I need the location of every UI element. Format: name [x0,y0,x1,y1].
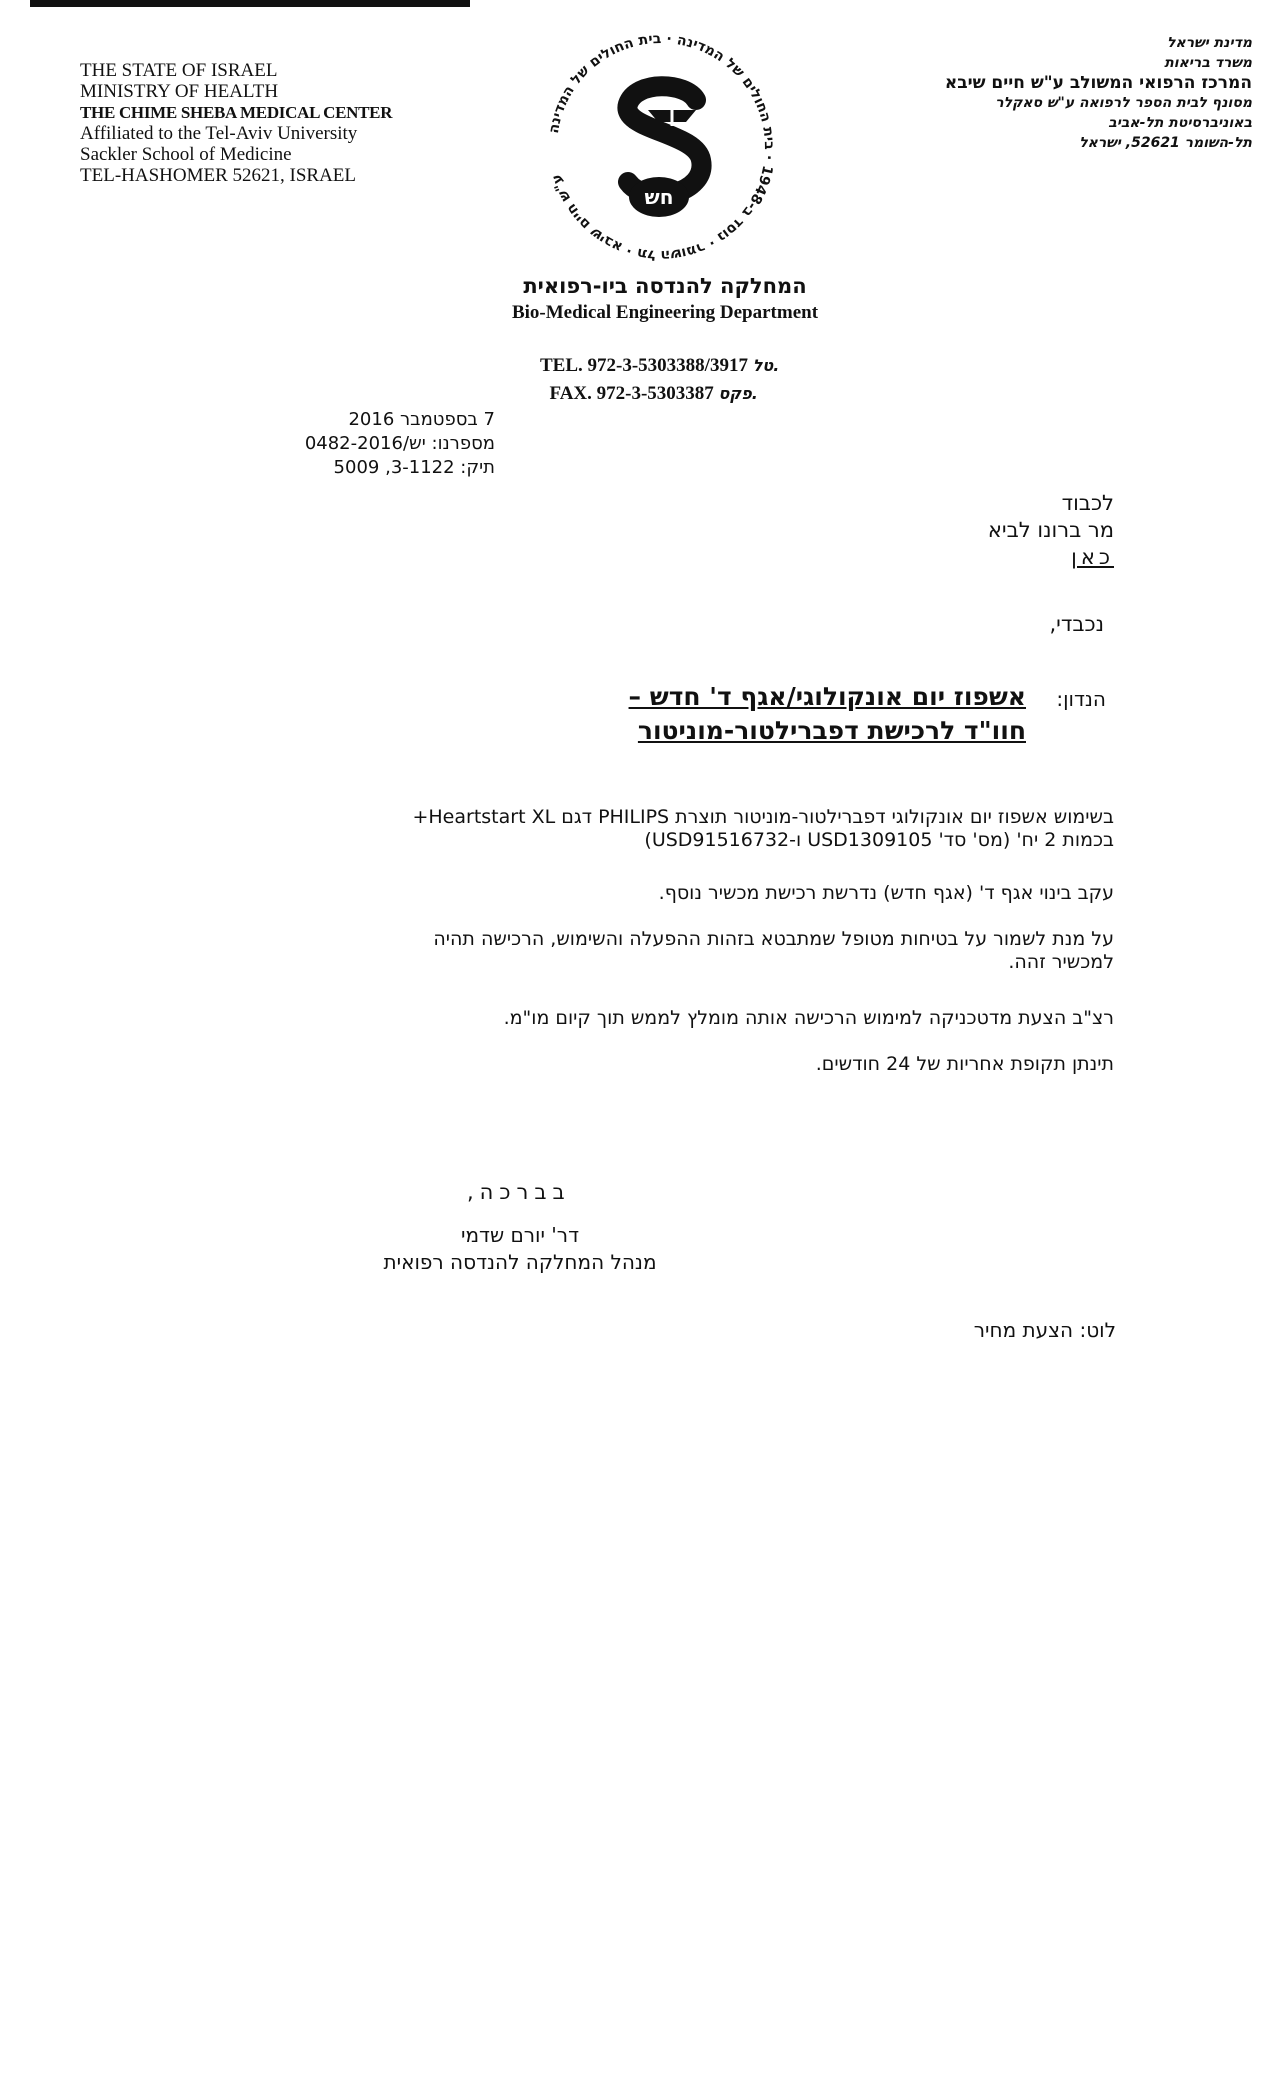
subject-line: אשפוז יום אונקולוגי/אגף ד' חדש – [628,682,1026,711]
salutation: נכבדי, [1049,612,1104,636]
recipient-to: לכבוד [1061,491,1114,515]
signer-title: מנהל המחלקה להנדסה רפואית [383,1250,657,1274]
contact-numbers [540,352,779,408]
paragraph [184,806,1114,852]
english-letterhead [80,60,392,186]
letterhead-line: מדינת ישראל [1167,35,1252,51]
letterhead-line: THE STATE OF ISRAEL [80,60,278,81]
paragraph [184,1007,1114,1030]
recipient-location: כאן [1071,545,1114,569]
telephone-label-he: טל. [752,356,780,375]
fax-label-he: פקס. [718,384,758,403]
letterhead-line: Sackler School of Medicine [80,144,292,165]
subject-label: הנדון: [1056,687,1106,711]
hospital-seal-logo [536,22,786,272]
letterhead-line: מסונף לבית הספר לרפואה ע"ש סאקלר [995,95,1252,111]
fax-number: FAX. 972-3-5303387 [549,383,714,404]
department-name-hebrew: המחלקה להנדסה ביו-רפואית [523,274,807,298]
enclosure-note: לוט: הצעת מחיר [973,1318,1116,1342]
subject-heading [629,680,1026,748]
file-number: תיק: 3-1122, 5009 [333,457,495,478]
reference-number: מספרנו: יש/0482-2016 [304,433,495,454]
paragraph-line: תינתן תקופת אחריות של 24 חודשים. [815,1053,1114,1075]
recipient-block [988,490,1114,571]
department-name-english: Bio-Medical Engineering Department [511,302,819,323]
letterhead-line: TEL-HASHOMER 52621, ISRAEL [80,165,357,186]
signature-block [330,1222,710,1276]
letterhead-line: המרכז הרפואי המשולב ע"ש חיים שיבא [944,73,1252,93]
letterhead-line: MINISTRY OF HEALTH [80,81,279,102]
fax-line [540,380,779,408]
hebrew-letterhead [945,33,1252,153]
signer-name: דר' יורם שדמי [460,1223,580,1247]
seal-ring-text: ע"ש חיים שיבא · תל השומר · נוסד ב-1948 · בית החולים של המדינה · בית החולים של המדינה [545,30,778,264]
paragraph-line: בשימוש אשפוז יום אונקולוגי דפברילטור-מוניטור תוצרת PHILIPS דגם Heartstart XL+ [412,806,1114,828]
letterhead-line: THE CHIME SHEBA MEDICAL CENTER [80,103,393,122]
letterhead-line: באוניברסיטת תל-אביב [1108,115,1252,131]
paragraph [184,882,1114,905]
letterhead-line: תל-השומר 52621, ישראל [1079,135,1252,151]
paragraph-line: עקב בינוי אגף ד' (אגף חדש) נדרשת רכישת מכשיר נוסף. [658,882,1114,904]
letter-metadata [260,408,495,480]
paragraph-line: על מנת לשמור על בטיחות מטופל שמתבטא בזהות ההפעלה והשימוש, הרכישה תהיה [433,928,1114,950]
paragraph [184,1053,1114,1076]
subject-line: חוו"ד לרכישת דפברילטור-מוניטור [637,716,1026,745]
top-border-bar [30,0,470,7]
letterhead-line: Affiliated to the Tel-Aviv University [80,123,358,144]
paragraph-line: בכמות 2 יח' (מס' סד' USD1309105 ו-USD91516732) [644,829,1114,851]
letter-date: 7 בספטמבר 2016 [348,409,495,430]
telephone-number: TEL. 972-3-5303388/3917 [540,355,748,376]
recipient-name: מר ברונו לביא [987,518,1114,542]
letterhead-line: משרד בריאות [1164,55,1252,71]
paragraph-line: למכשיר זהה. [1008,951,1114,973]
closing: בברכה, [467,1180,571,1204]
paragraph-line: רצ"ב הצעת מדטכניקה למימוש הרכישה אותה מומלץ לממש תוך קיום מו"מ. [503,1007,1114,1029]
telephone-line [540,352,779,380]
svg-text:חש: חש [644,185,674,209]
paragraph [184,928,1114,974]
